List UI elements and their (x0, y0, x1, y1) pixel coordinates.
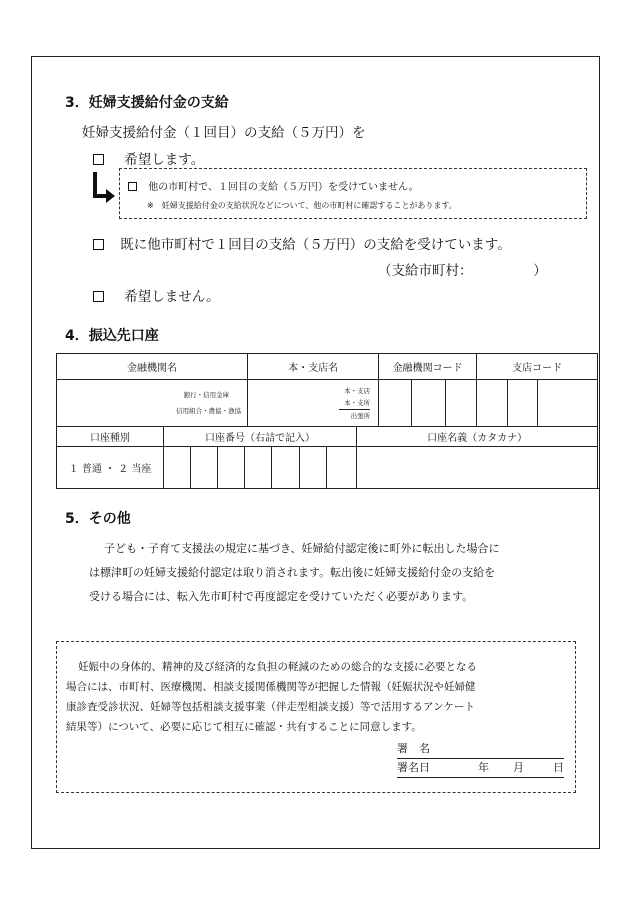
account-type-header: 口座種別 (57, 427, 164, 447)
signature-date-field[interactable] (397, 759, 564, 778)
sub-confirmation-row[interactable] (128, 178, 419, 193)
branch-code-header: 支店コード (477, 354, 598, 380)
account-number-digit-4[interactable] (245, 447, 272, 489)
bank-types-label-1: 銀行・信用金庫 (183, 391, 230, 399)
account-type-field[interactable]: １ 普通 ・ ２ 当座 (57, 447, 164, 489)
account-holder-header: 口座名義（カタカナ） (357, 427, 598, 447)
section3-lead: 妊婦支援給付金（１回目）の支給（５万円）を (82, 125, 366, 141)
section5-heading: 5．その他 (65, 511, 131, 527)
consent-line-2: 場合には、市町村、医療機関、相談支援関係機関等が把握した情報（妊娠状況や妊婦健 (66, 681, 476, 693)
branch-code-digit-3[interactable] (538, 380, 598, 427)
branch-type-label-2: 本・支所 (344, 398, 371, 407)
consent-line-3: 康診査受診状況、妊婦等包括相談支援事業（伴走型相談支援）等で活用するアンケート (66, 701, 475, 713)
signature-date-label: 署名日 (397, 761, 430, 774)
sub-confirmation-label: 他の市町村で、１回目の支給（５万円）を受けていません。 (148, 182, 419, 193)
sub-confirmation-box (119, 168, 587, 219)
branch-type-label-1: 本・支店 (344, 386, 371, 395)
account-number-digit-2[interactable] (191, 447, 218, 489)
account-holder-field[interactable] (357, 447, 598, 489)
account-number-digit-6[interactable] (300, 447, 327, 489)
payer-municipality-field[interactable]: （支給市町村： ） (378, 263, 547, 279)
checkbox[interactable] (93, 154, 104, 165)
sub-caution-text: ※ 妊婦支援給付金の支給状況などについて、他の市町村に確認することがあります。 (147, 201, 457, 210)
bank-code-digit-1[interactable] (379, 380, 412, 427)
bank-code-digit-3[interactable] (446, 380, 477, 427)
account-number-digit-5[interactable] (272, 447, 300, 489)
bank-code-header: 金融機関コード (379, 354, 477, 380)
checkbox[interactable] (93, 239, 104, 250)
bank-name-field[interactable] (57, 380, 248, 427)
account-number-digit-3[interactable] (218, 447, 245, 489)
month-label: 月 (513, 761, 524, 774)
account-number-header: 口座番号（右詰で記入） (164, 427, 357, 447)
option-received-label: 既に他市町村で１回目の支給（５万円）の支給を受けています。 (120, 237, 511, 253)
section3-heading: 3．妊婦支援給付金の支給 (65, 95, 229, 111)
signature-field[interactable] (397, 740, 564, 759)
branch-code-digit-2[interactable] (508, 380, 538, 427)
section5-line-2: は標津町の妊婦支援給付認定は取り消されます。転出後に妊婦支援給付金の支給を (89, 566, 496, 579)
consent-line-4: 結果等）について、必要に応じて相互に確認・共有することに同意します。 (66, 721, 422, 733)
branch-type-label-3: 出張所 (339, 409, 371, 422)
option-decline-label: 希望しません。 (124, 289, 220, 305)
section5-line-1: 子ども・子育て支援法の規定に基づき、妊婦給付認定後に町外に転出した場合に (104, 542, 500, 555)
option-wish-row[interactable] (93, 148, 204, 168)
bank-account-table (56, 353, 598, 489)
bank-types-label-2: 信用組合・農協・漁協 (176, 407, 242, 415)
bank-code-digit-2[interactable] (412, 380, 446, 427)
branch-code-digit-1[interactable] (477, 380, 508, 427)
section5-line-3: 受ける場合には、転入先市町村で再度認定を受けていただく必要があります。 (89, 590, 474, 603)
day-label: 日 (553, 761, 564, 774)
account-number-digit-7[interactable] (327, 447, 357, 489)
arrow-down-right-icon (90, 170, 120, 204)
option-received-row[interactable] (93, 233, 511, 253)
section4-heading: 4．振込先口座 (65, 328, 159, 344)
checkbox[interactable] (128, 182, 137, 191)
branch-name-field[interactable] (248, 380, 379, 427)
bank-name-header: 金融機関名 (57, 354, 248, 380)
option-wish-label: 希望します。 (124, 152, 205, 168)
signature-label: 署 名 (397, 742, 430, 755)
account-number-digit-1[interactable] (164, 447, 191, 489)
option-decline-row[interactable] (93, 285, 220, 305)
consent-line-1: 妊娠中の身体的、精神的及び経済的な負担の軽減のための総合的な支援に必要となる (78, 661, 477, 673)
year-label: 年 (478, 761, 489, 774)
checkbox[interactable] (93, 291, 104, 302)
branch-name-header: 本・支店名 (248, 354, 379, 380)
